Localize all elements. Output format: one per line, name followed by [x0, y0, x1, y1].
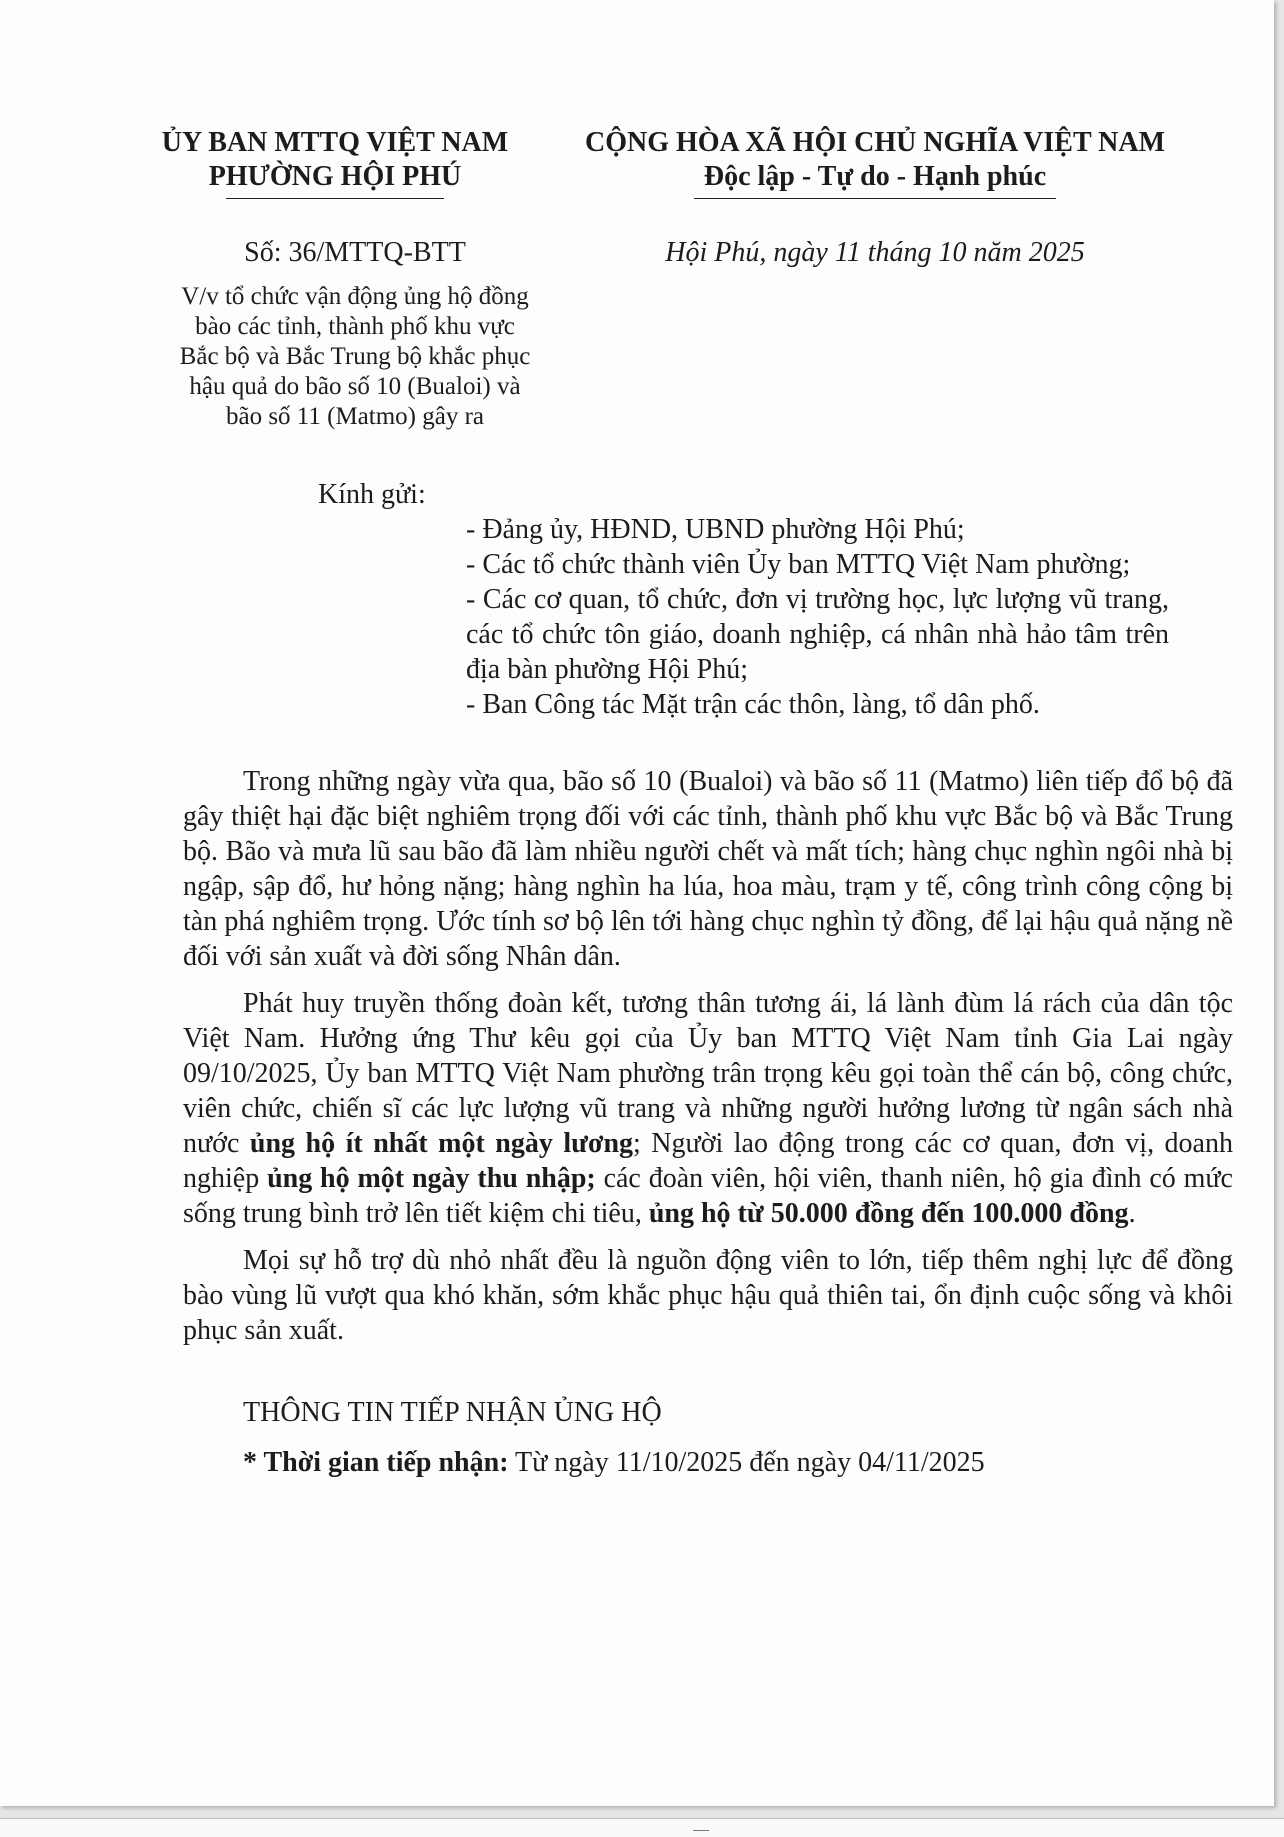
national-motto: Độc lập - Tự do - Hạnh phúc — [703, 161, 1047, 192]
body-paragraph-2 — [183, 986, 1233, 1231]
motto-underline — [694, 198, 1056, 199]
issuing-agency — [140, 126, 530, 199]
national-name: CỘNG HÒA XÃ HỘI CHỦ NGHĨA VIỆT NAM — [584, 127, 1166, 158]
document-date: Hội Phú, ngày 11 tháng 10 năm 2025 — [665, 237, 1085, 268]
greeting: Kính gửi: — [318, 479, 426, 510]
document-body — [183, 764, 1233, 1362]
next-page-mark — [693, 1830, 709, 1831]
p2-text-4: . — [1128, 1198, 1136, 1229]
p2-text-1: Phát huy truyền thống đoàn kết, tương thân tương ái, lá lành đùm lá rách của dân tộc Việt Nam. Hưởng ứng Thư kêu gọi của Ủy ban MTTQ Việt Nam tỉnh Gia Lai ngày 09/10/2025, Ủy ban MTTQ Việt Nam phường trân trọng kêu gọi toàn thể cán bộ, công chức, viên chức, chiến sĩ các lực lượng vũ trang và những người hưởng lương từ ngân sách nhà nước — [183, 988, 1233, 1159]
document-meta — [140, 236, 570, 432]
subject-line: bão số 11 (Matmo) gây ra — [225, 403, 485, 430]
document-subject — [140, 282, 570, 432]
p2-bold-1: ủng hộ ít nhất một ngày lương — [249, 1128, 634, 1159]
receive-time — [243, 1446, 985, 1480]
document-header — [140, 126, 1190, 216]
subject-line: bào các tỉnh, thành phố khu vực — [195, 313, 515, 340]
agency-ward: PHƯỜNG HỘI PHÚ — [208, 161, 462, 192]
recipient-item: - Ban Công tác Mặt trận các thôn, làng, tổ dân phố. — [466, 689, 1040, 720]
document-number: Số: 36/MTTQ-BTT — [244, 237, 466, 268]
receive-time-label: * Thời gian tiếp nhận: — [243, 1447, 509, 1478]
recipient-item: - Các cơ quan, tổ chức, đơn vị trường học, lực lượng vũ trang, các tổ chức tôn giáo, doanh nghiệp, cá nhân nhà hảo tâm trên địa bàn phường Hội Phú; — [466, 584, 1169, 685]
recipient-list — [466, 512, 1169, 722]
agency-underline — [226, 198, 444, 199]
p2-text-2: ; Người lao động trong các cơ quan, đơn vị, doanh nghiệp — [183, 1128, 1233, 1194]
next-page-edge — [0, 1818, 1284, 1837]
national-title — [560, 126, 1190, 199]
p2-bold-2: ủng hộ một ngày thu nhập; — [267, 1163, 596, 1194]
subject-line: Bắc bộ và Bắc Trung bộ khắc phục — [179, 343, 531, 370]
body-paragraph-3: Mọi sự hỗ trợ dù nhỏ nhất đều là nguồn động viên to lớn, tiếp thêm nghị lực để đồng bào vùng lũ vượt qua khó khăn, sớm khắc phục hậu quả thiên tai, ổn định cuộc sống và khôi phục sản xuất. — [183, 1245, 1233, 1346]
body-paragraph-1: Trong những ngày vừa qua, bão số 10 (Bualoi) và bão số 11 (Matmo) liên tiếp đổ bộ đã gây thiệt hại đặc biệt nghiêm trọng đối với các tỉnh, thành phố khu vực Bắc bộ và Bắc Trung bộ. Bão và mưa lũ sau bão đã làm nhiều người chết và mất tích; hàng chục nghìn ngôi nhà bị ngập, sập đổ, hư hỏng nặng; hàng nghìn ha lúa, hoa màu, trạm y tế, công trình công cộng bị tàn phá nghiêm trọng. Ước tính sơ bộ lên tới hàng chục nghìn tỷ đồng, để lại hậu quả nặng nề đối với sản xuất và đời sống Nhân dân. — [183, 766, 1233, 972]
recipient-item: - Các tổ chức thành viên Ủy ban MTTQ Việt Nam phường; — [466, 549, 1131, 580]
subject-line: V/v tổ chức vận động ủng hộ đồng — [181, 283, 529, 310]
subject-line: hậu quả do bão số 10 (Bualoi) và — [189, 373, 521, 400]
p2-text-3: các đoàn viên, hội viên, thanh niên, hộ gia đình có mức sống trung bình trở lên tiết kiệm chi tiêu, — [183, 1163, 1233, 1229]
p2-bold-3: ủng hộ từ 50.000 đồng đến 100.000 đồng — [648, 1198, 1129, 1229]
receive-time-value: Từ ngày 11/10/2025 đến ngày 04/11/2025 — [508, 1447, 985, 1478]
recipient-item: - Đảng ủy, HĐND, UBND phường Hội Phú; — [466, 514, 965, 545]
agency-name: ỦY BAN MTTQ VIỆT NAM — [161, 127, 509, 158]
section-heading: THÔNG TIN TIẾP NHẬN ỦNG HỘ — [243, 1397, 662, 1428]
